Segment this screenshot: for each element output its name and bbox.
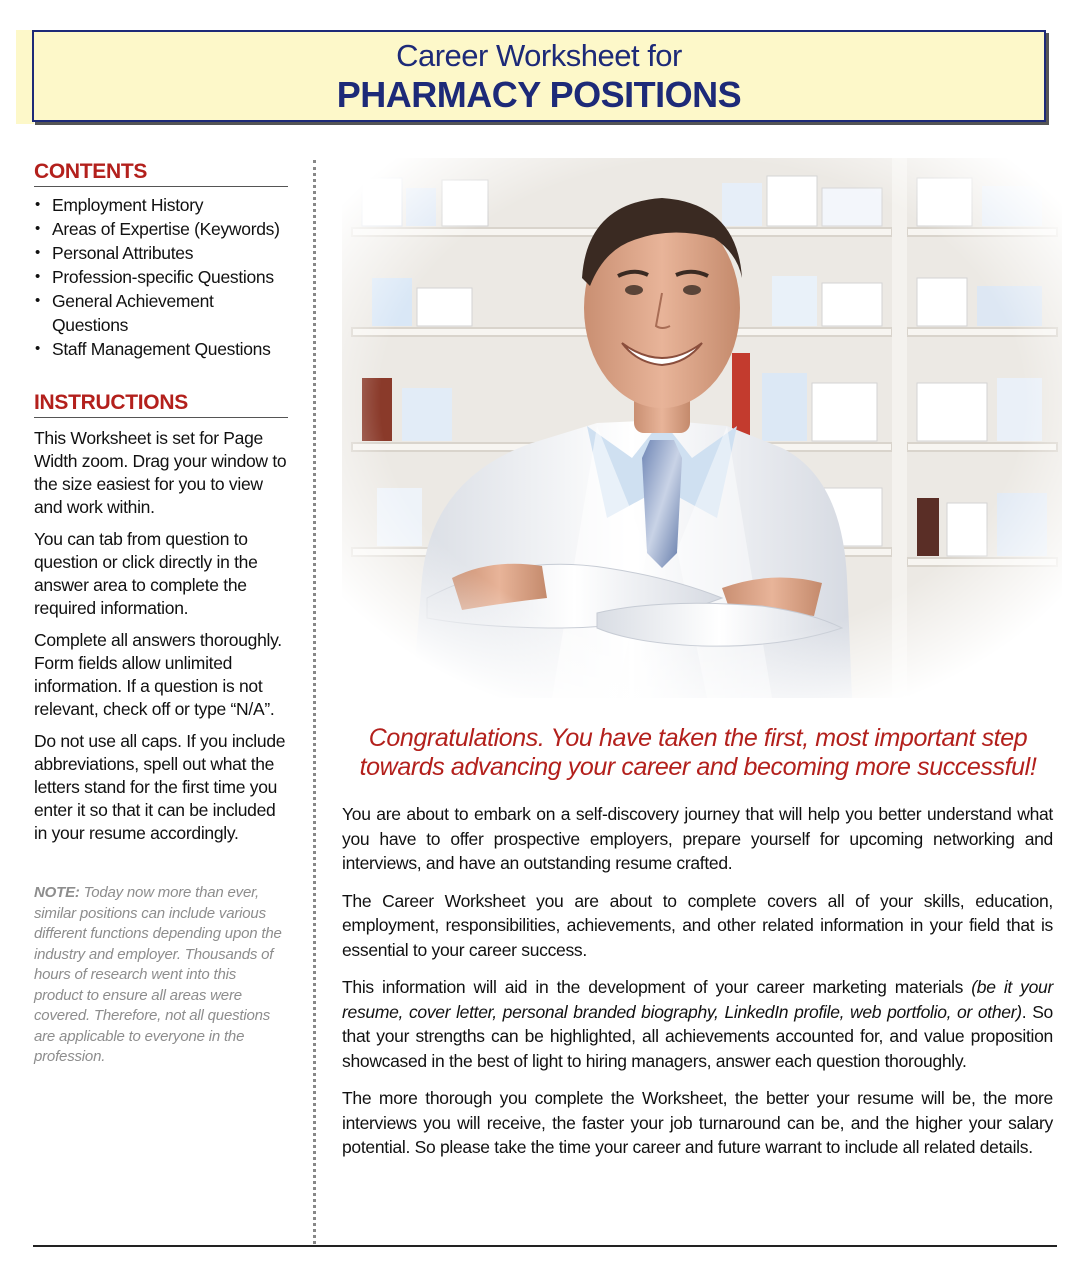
instructions-block [34, 427, 288, 845]
instruction-paragraph: Complete all answers thoroughly. Form fields allow unlimited information. If a question is not relevant, check off or type “N/A”. [34, 630, 282, 719]
note-label: NOTE: [34, 884, 80, 901]
contents-item-achievement-questions[interactable]: • General Achievement Questions [34, 289, 288, 337]
sidebar [34, 160, 288, 1068]
congratulations-message: Congratulations. You have taken the first, most important step towards advancing your career and becoming more successful! [359, 724, 1037, 781]
contents-heading: CONTENTS [34, 160, 288, 187]
intro-paragraph-italic: (be it your resume, cover letter, personal branded biography, LinkedIn profile, web portfolio, or other) [342, 977, 1053, 1022]
page-title-line2: PHARMACY POSITIONS [336, 74, 742, 115]
contents-item-employment-history[interactable]: • Employment History [34, 193, 288, 217]
intro-paragraph-text: This information will aid in the development of your career marketing materials [342, 977, 972, 997]
column-divider [313, 160, 316, 1244]
contents-item-staff-management[interactable]: • Staff Management Questions [34, 337, 288, 361]
footer-rule [33, 1245, 1057, 1247]
contents-item-areas-of-expertise[interactable]: • Areas of Expertise (Keywords) [34, 217, 288, 241]
pharmacist-photo [342, 158, 1062, 698]
note-block [34, 883, 288, 1068]
intro-paragraph-text: . So that your strengths can be highlighted, all achievements accounted for, and value proposition showcased in the best of light to hiring managers, answer each question thoroughly. [342, 1001, 1053, 1071]
note-text: Today now more than ever, similar positions can include various different functions depending upon the industry and employer. Thousands of hours of research went into this product to ensure all areas were covered. Therefore, not all questions are applicable to everyone in the profession. [34, 884, 282, 1065]
intro-paragraph: The Career Worksheet you are about to complete covers all of your skills, education, employment, responsibilities, achievements, and other related information in your field that is essential to your career success. [342, 890, 1053, 960]
intro-paragraph [342, 975, 1053, 1073]
intro-paragraph: You are about to embark on a self-discovery journey that will help you better understand what you have to offer prospective employers, prepare yourself for upcoming networking and interviews, and have an outstanding resume crafted. [342, 804, 1053, 873]
page-title-line1: Career Worksheet for [396, 38, 682, 73]
contents-item-profession-questions[interactable]: • Profession-specific Questions [34, 265, 288, 289]
instructions-heading: INSTRUCTIONS [34, 391, 288, 418]
contents-item-personal-attributes[interactable]: • Personal Attributes [34, 241, 288, 265]
instruction-paragraph: Do not use all caps. If you include abbreviations, spell out what the letters stand for the first time you enter it so that it can be included in your resume accordingly. [34, 731, 286, 843]
intro-paragraph: The more thorough you complete the Worksheet, the better your resume will be, the more interviews you will receive, the faster your job turnaround can be, and the higher your salary potential. So please take the time your career and future warrant to include all related details. [342, 1088, 1053, 1157]
contents-list [34, 193, 288, 361]
instruction-paragraph: This Worksheet is set for Page Width zoom. Drag your window to the size easiest for you to view and work within. [34, 428, 287, 517]
intro-body [342, 802, 1053, 1173]
page-header [32, 30, 1046, 122]
instruction-paragraph: You can tab from question to question or click directly in the answer area to complete the required information. [34, 529, 258, 618]
